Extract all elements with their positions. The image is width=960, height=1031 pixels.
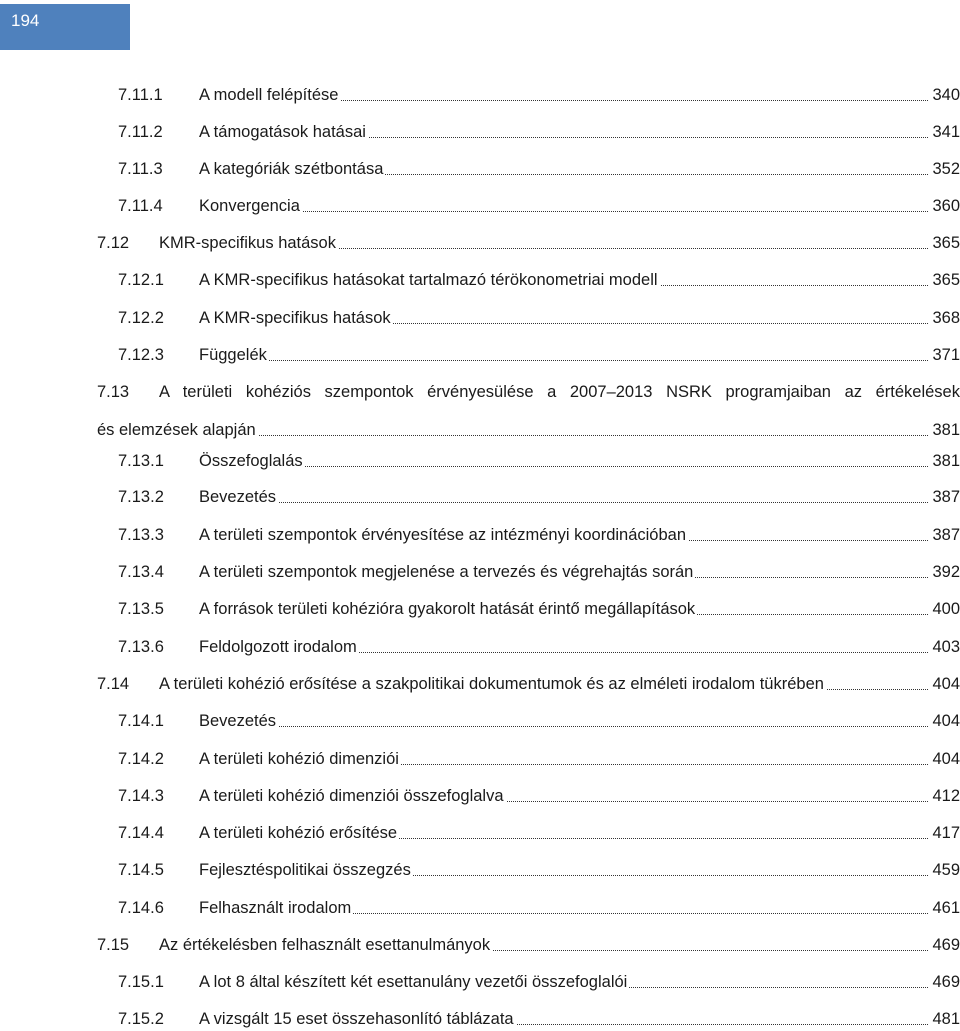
toc-entry-multiline[interactable] — [97, 380, 960, 442]
toc-entry-page: 400 — [928, 597, 960, 621]
toc-entry-title: A lot 8 által készített két esettanulány vezetői összefoglalói — [199, 970, 629, 994]
toc-entry-title: A KMR-specifikus hatások — [199, 306, 393, 330]
toc-entry[interactable] — [118, 268, 960, 292]
toc-entry-number: 7.15.1 — [118, 973, 164, 991]
toc-entry-page: 417 — [928, 821, 960, 845]
toc-entry[interactable] — [97, 231, 960, 255]
toc-entry-number: 7.13.4 — [118, 563, 164, 581]
toc-entry[interactable] — [97, 933, 960, 957]
toc-entry[interactable] — [118, 306, 960, 330]
toc-entry[interactable] — [118, 343, 960, 367]
toc-entry-number: 7.14.4 — [118, 824, 164, 842]
toc-entry-title: A területi kohézió erősítése a szakpolitikai dokumentumok és az elméleti irodalom tükrében — [159, 672, 826, 696]
toc-entry-page: 461 — [928, 896, 960, 920]
toc-entry-title: Bevezetés — [199, 709, 278, 733]
toc-entry-title: Feldolgozott irodalom — [199, 635, 359, 659]
toc-entry[interactable] — [118, 821, 960, 845]
toc-entry-page: 469 — [928, 970, 960, 994]
toc-entry[interactable] — [118, 896, 960, 920]
toc-entry-number: 7.13.5 — [118, 600, 164, 618]
toc-entry[interactable] — [118, 449, 960, 473]
toc-entry-number: 7.15 — [97, 936, 130, 954]
toc-entry-title: Bevezetés — [199, 485, 278, 509]
leader-dots — [199, 709, 960, 727]
toc-entry-page: 392 — [928, 560, 960, 584]
toc-entry-title: Összefoglalás — [199, 449, 305, 473]
toc-entry-page: 459 — [928, 858, 960, 882]
toc-entry-number: 7.13.1 — [118, 452, 164, 470]
toc-entry-number: 7.12.3 — [118, 346, 164, 364]
toc-entry[interactable] — [118, 635, 960, 659]
leader-dots — [199, 485, 960, 503]
toc-entry[interactable] — [118, 784, 960, 808]
toc-entry-title: KMR-specifikus hatások — [159, 231, 338, 255]
toc-entry-page: 481 — [928, 1007, 960, 1031]
toc-entry-number: 7.11.3 — [118, 160, 163, 178]
toc-entry-number: 7.14.3 — [118, 787, 164, 805]
toc-entry-title: A modell felépítése — [199, 83, 340, 107]
toc-entry[interactable] — [118, 194, 960, 218]
toc-entry-number: 7.13.3 — [118, 526, 164, 544]
toc-entry-title: Felhasznált irodalom — [199, 896, 353, 920]
toc-entry-title: Fejlesztéspolitikai összegzés — [199, 858, 413, 882]
toc-entry-number: 7.12.1 — [118, 271, 164, 289]
toc-entry-title: A vizsgált 15 eset összehasonlító táblázata — [199, 1007, 516, 1031]
toc-entry-page: 404 — [928, 672, 960, 696]
toc-entry-title: Konvergencia — [199, 194, 302, 218]
toc-entry-title: A támogatások hatásai — [199, 120, 368, 144]
toc-entry[interactable] — [118, 597, 960, 621]
toc-entry-number: 7.13 — [97, 383, 130, 401]
leader-dots — [199, 194, 960, 212]
toc-entry-number: 7.14.6 — [118, 899, 164, 917]
toc-entry[interactable] — [118, 523, 960, 547]
toc-entry-title: A területi kohézió dimenziói — [199, 747, 401, 771]
toc-entry-page: 381 — [928, 418, 960, 442]
toc-entry-number: 7.13.2 — [118, 488, 164, 506]
toc-entry-page: 381 — [928, 449, 960, 473]
toc-entry-page: 360 — [928, 194, 960, 218]
toc-entry-number: 7.11.1 — [118, 86, 163, 104]
toc-entry-number: 7.12 — [97, 234, 130, 252]
toc-entry-number: 7.13.6 — [118, 638, 164, 656]
toc-entry[interactable] — [118, 157, 960, 181]
toc-entry[interactable] — [118, 747, 960, 771]
toc-entry-title: A területi szempontok megjelenése a tervezés és végrehajtás során — [199, 560, 695, 584]
toc-entry-page: 352 — [928, 157, 960, 181]
toc-entry[interactable] — [97, 672, 960, 696]
toc-entry-number: 7.14 — [97, 675, 130, 693]
toc-entry-page: 404 — [928, 747, 960, 771]
toc-entry-page: 387 — [928, 523, 960, 547]
toc-entry-title-line2: és elemzések alapján — [97, 418, 258, 442]
toc-entry-title: A források területi kohézióra gyakorolt hatását érintő megállapítások — [199, 597, 697, 621]
toc-entry[interactable] — [118, 485, 960, 509]
toc-entry-number: 7.14.1 — [118, 712, 164, 730]
toc-entry-page: 387 — [928, 485, 960, 509]
toc-entry-number: 7.11.4 — [118, 197, 163, 215]
toc-entry-title-line1: A területi kohéziós szempontok érvényesülése a 2007–2013 NSRK programjaiban az értékelések — [159, 383, 960, 401]
toc-entry-page: 412 — [928, 784, 960, 808]
toc-entry[interactable] — [118, 560, 960, 584]
toc-entry-page: 341 — [928, 120, 960, 144]
toc-entry-title: A területi kohézió erősítése — [199, 821, 399, 845]
toc-entry-page: 469 — [928, 933, 960, 957]
toc-entry[interactable] — [118, 709, 960, 733]
toc-entry-number: 7.14.2 — [118, 750, 164, 768]
toc-entry-title: A KMR-specifikus hatásokat tartalmazó térökonometriai modell — [199, 268, 660, 292]
toc-entry-title: Az értékelésben felhasznált esettanulmányok — [159, 933, 492, 957]
toc-entry[interactable] — [118, 970, 960, 994]
page-number-badge: 194 — [0, 4, 130, 50]
toc-entry-number: 7.15.2 — [118, 1010, 164, 1028]
toc-entry[interactable] — [118, 1007, 960, 1031]
toc-entry[interactable] — [118, 858, 960, 882]
toc-entry-title: A területi szempontok érvényesítése az intézményi koordinációban — [199, 523, 688, 547]
toc-entry-title: A területi kohézió dimenziói összefoglalva — [199, 784, 506, 808]
toc-entry-page: 404 — [928, 709, 960, 733]
toc-entry-page: 340 — [928, 83, 960, 107]
toc-entry-page: 365 — [928, 268, 960, 292]
toc-entry-page: 403 — [928, 635, 960, 659]
toc-entry-page: 365 — [928, 231, 960, 255]
toc-entry-title: A kategóriák szétbontása — [199, 157, 385, 181]
leader-dots — [199, 343, 960, 361]
toc-entry-number: 7.11.2 — [118, 123, 163, 141]
toc-entry-page: 371 — [928, 343, 960, 367]
toc-entry[interactable] — [118, 120, 960, 144]
toc-entry-number: 7.14.5 — [118, 861, 164, 879]
toc-entry-page: 368 — [928, 306, 960, 330]
toc-entry-title: Függelék — [199, 343, 269, 367]
toc-entry[interactable] — [118, 83, 960, 107]
leader-dots — [199, 449, 960, 467]
toc-entry-number: 7.12.2 — [118, 309, 164, 327]
